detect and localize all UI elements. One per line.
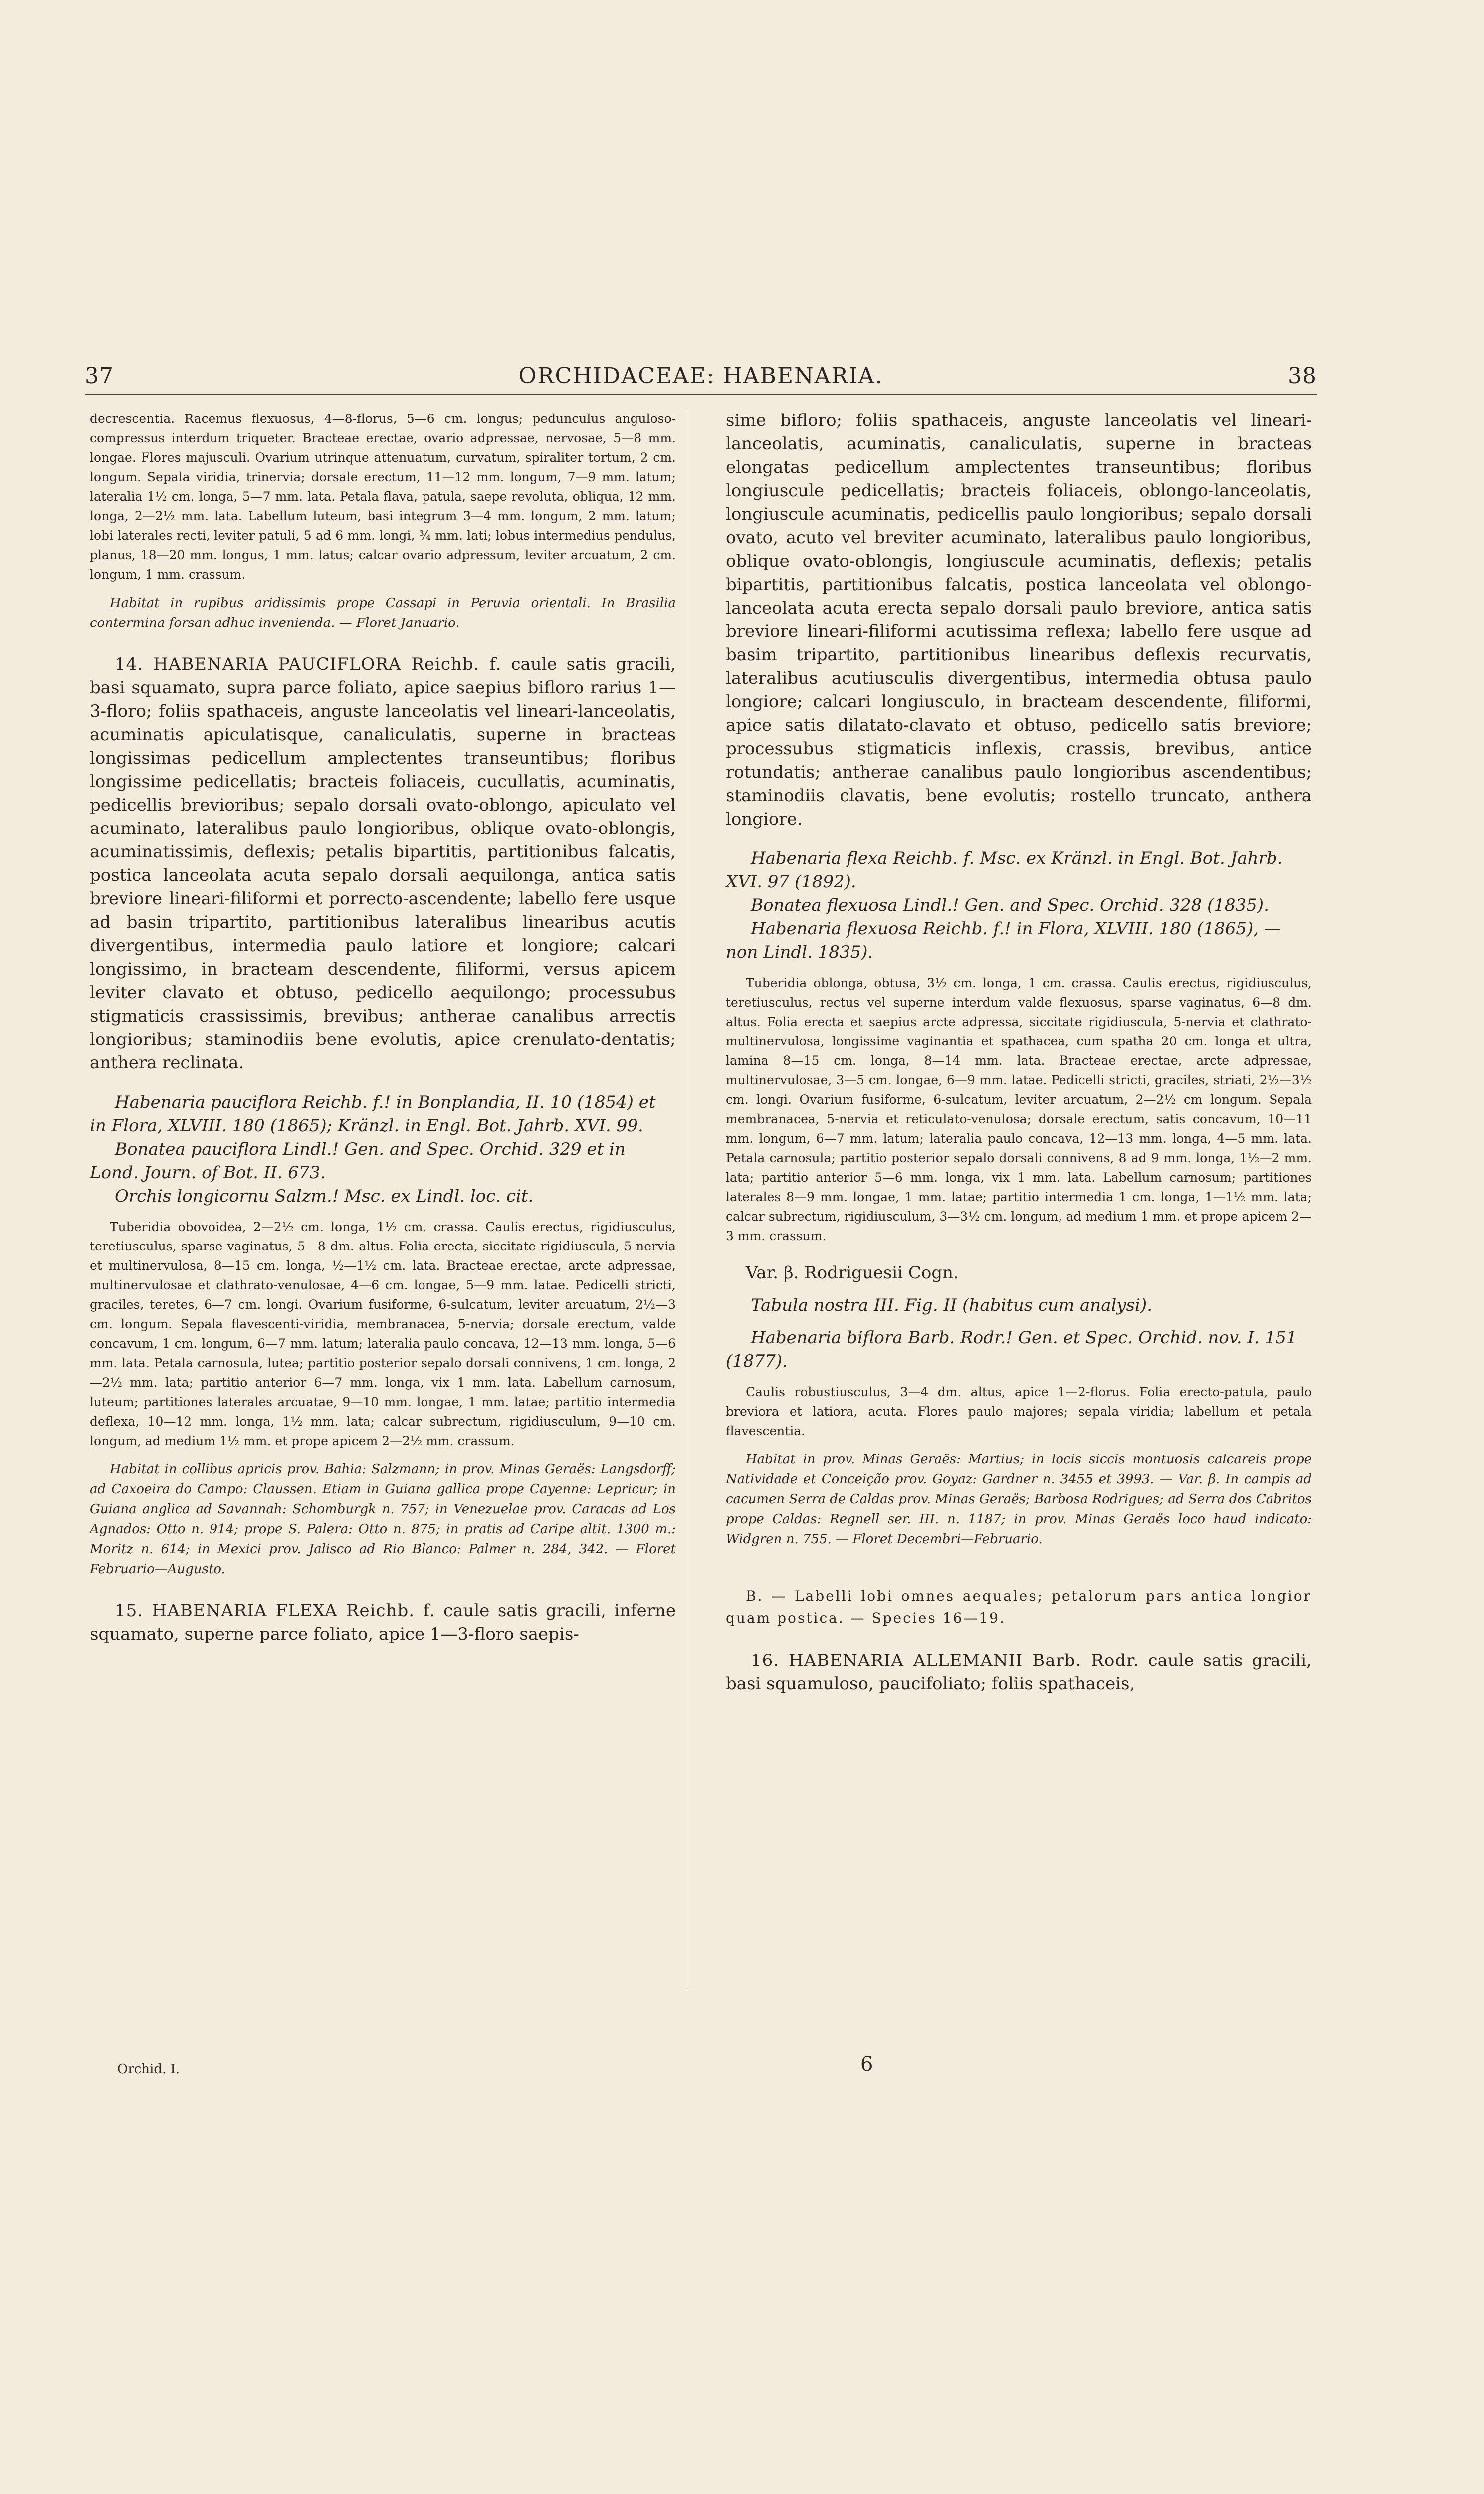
header-rule (85, 394, 1317, 395)
variety-title: Var. β. Rodriguesii Cogn. (746, 1263, 959, 1283)
habitat-paragraph: Habitat in prov. Minas Geraës: Martius; in locis siccis montuosis calcareis prope Natividade et Conceição prov. Goyaz: Gardner n. 3455 et 3993. — Var. β. In campis ad cacumen Serra de Caldas prov. Minas Geraës; Barbosa Rodrigues; ad Serra dos Cabritos prope Caldas: Regnell ser. III. n. 1187; in prov. Minas Geraës loco haud indicato: Widgren n. 755. — Floret Decembri—Februario. (726, 1452, 1312, 1547)
group-b-key: B. — Labelli lobi omnes aequales; petalorum pars antica longior quam postica. — Species 16—19. (726, 1588, 1312, 1626)
header-title: ORCHIDACEAE: HABENARIA. (518, 363, 883, 389)
species-14-diagnosis: caule satis gracili, basi squamato, supra parce foliato, apice saepius bifloro rarius 1—3-floro; foliis spathaceis, anguste lanceolatis vel lineari-lanceolatis, acuminatis apiculatisque, canaliculatis, superne in bracteas longissimas pedicellum amplectentes transeuntibus; floribus longissime pedicellatis; bracteis foliaceis, cucullatis, acuminatis, pedicellis brevioribus; sepalo dorsali ovato-oblongo, apiculato vel acuminato, lateralibus paulo longioribus, oblique ovato-oblongis, acuminatissimis, deflexis; petalis bipartitis, partitionibus falcatis, postica lanceolata acuta sepalo dorsali aequilonga, antica satis breviore lineari-filiformi et porrecto-ascendente; labello fere usque ad basin tripartito, partitionibus lateralibus linearibus acutis divergentibus, intermedia paulo latiore et longiore; calcari longissimo, in bracteam descendente, filiformi, versus apicem leviter clavato et obtuso, pedicello aequilongo; processubus stigmaticis crassissimis, brevibus; antherae canalibus arrectis longioribus; staminodiis bene evolutis, apice crenulato-dentatis; anthera reclinata. (90, 654, 676, 1073)
synonym: Habenaria flexuosa Reichb. f.! in Flora, XLVIII. 180 (1865), — non Lindl. 1835). (726, 919, 1281, 962)
habitat-paragraph: Habitat in collibus apricis prov. Bahia: Salzmann; in prov. Minas Geraës: Langsdorff; ad Caxoeira do Campo: Claussen. Etiam in Guiana gallica prope Cayenne: Lepricur; in Guiana anglica ad Savannah: Schomburgk n. 757; in Venezuelae prov. Caracas ad Los Agnados: Otto n. 914; prope S. Palera: Otto n. 875; in pratis ad Caripe altit. 1300 m.: Moritz n. 614; in Mexici prov. Jalisco ad Rio Blanco: Palmer n. 284, 342. — Floret Februario—Augusto. (90, 1462, 676, 1577)
species-16-title: 16. HABENARIA ALLEMANII Barb. Rodr. (751, 1651, 1139, 1670)
running-header (85, 358, 1317, 393)
species-15-title: 15. HABENARIA FLEXA Reichb. f. (115, 1601, 435, 1621)
page-number-right: 38 (1288, 363, 1317, 389)
species-15-diagnosis-cont: sime bifloro; foliis spathaceis, anguste lanceolatis vel lineari-lanceolatis, acuminatis, canaliculatis, superne in bracteas elongatas pedicellum amplectentes transeuntibus; floribus longiuscule pedicellatis; bracteis foliaceis, oblongo-lanceolatis, longiuscule acuminatis, pedicellis paulo longioribus; sepalo dorsali ovato, acuto vel breviter acuminato, lateralibus paulo longioribus, oblique ovato-oblongis, longiuscule acuminatis, deflexis; petalis bipartitis, partitionibus falcatis, postica lanceolata vel oblongo-lanceolata acuta erecta sepalo dorsali paulo breviore, antica satis breviore lineari-filiformi acutissima reflexa; labello fere usque ad basim tripartito, partitionibus linearibus deflexis recurvatis, lateralibus acutiusculis divergentibus, intermedia obtusa paulo longiore; calcari longiusculo, in bracteam descendente, filiformi, apice satis dilatato-clavato et obtuso, pedicello satis breviore; processubus stigmaticis inflexis, crassis, brevibus, antice rotundatis; antherae canalibus paulo longioribus ascendentibus; staminodiis clavatis, bene evolutis; rostello truncato, anthera longiore. (726, 411, 1312, 829)
synonym: Habenaria pauciflora Reichb. f.! in Bonplandia, II. 10 (1854) et in Flora, XLVIII. 180 (1865); Kränzl. in Engl. Bot. Jahrb. XVI. 99. (90, 1092, 656, 1136)
species-15-entry (90, 1599, 676, 1646)
page-number-left: 37 (85, 363, 114, 389)
signature-mark: Orchid. I. (117, 2062, 180, 2077)
species-14-title: 14. HABENARIA PAUCIFLORA Reichb. f. (115, 654, 502, 674)
synonym: Orchis longicornu Salzm.! Msc. ex Lindl. loc. cit. (115, 1186, 534, 1206)
habitat-paragraph: Habitat in rupibus aridissimis prope Cassapi in Peruvia orientali. In Brasilia contermina forsan adhuc invenienda. — Floret Januario. (90, 596, 676, 630)
right-column (726, 409, 1312, 1696)
species-16-entry (726, 1649, 1312, 1696)
species-14-description: Tuberidia obovoidea, 2—2½ cm. longa, 1½ cm. crassa. Caulis erectus, rigidiusculus, teretiusculus, sparse vaginatus, 5—8 dm. altus. Folia erecta, siccitate rigidiuscula, 5-nervia et multinervulosa, 8—15 cm. longa, ½—1½ cm. lata. Bracteae erectae, arcte adpressae, multinervulosae et clathrato-venulosae, 4—6 cm. longae, 5—9 mm. latae. Pedicelli stricti, graciles, teretes, 6—7 cm. longi. Ovarium fusiforme, 6-sulcatum, leviter arcuatum, 2½—3 cm. longum. Sepala flavescenti-viridia, membranacea, 5-nervia; dorsale erectum, valde concavum, 1 cm. longum, 6—7 mm. latum; lateralia paulo concava, 12—13 mm. longa, 5—6 mm. lata. Petala carnosula, lutea; partitio posterior sepalo dorsali connivens, 1 cm. longa, 2—2½ mm. lata; partitio anterior 6—7 mm. longa, vix 1 mm. lata. Labellum carnosum, luteum; partitiones laterales arcuatae, 9—10 mm. longae, 1 mm. latae; partitio intermedia deflexa, 10—12 mm. longa, 1½ mm. lata; calcar subrectum, rigidiusculum, 9—10 cm. longum, ad medium 1½ mm. et prope apicem 2—2½ mm. crassum. (90, 1220, 676, 1448)
signature-number: 6 (860, 2053, 873, 2076)
synonym: Habenaria biflora Barb. Rodr.! Gen. et Spec. Orchid. nov. I. 151 (1877). (726, 1328, 1297, 1371)
species-14-entry (90, 653, 676, 1075)
synonym: Habenaria flexa Reichb. f. Msc. ex Kränzl. in Engl. Bot. Jahrb. XVI. 97 (1892). (726, 848, 1283, 892)
plate-reference: Tabula nostra III. Fig. II (habitus cum analysi). (751, 1295, 1152, 1315)
continued-description: decrescentia. Racemus flexuosus, 4—8-florus, 5—6 cm. longus; pedunculus anguloso-compressus interdum triqueter. Bracteae erectae, ovario adpressae, nervosae, 5—8 mm. longae. Flores majusculi. Ovarium utrinque attenuatum, curvatum, spiraliter tortum, 2 cm. longum. Sepala viridia, trinervia; dorsale erectum, 11—12 mm. longum, 7—9 mm. latum; lateralia 1½ cm. longa, 5—7 mm. lata. Petala flava, patula, saepe revoluta, obliqua, 12 mm. longa, 2—2½ mm. lata. Labellum luteum, basi integrum 3—4 mm. longum, 2 mm. latum; lobi laterales recti, leviter patuli, 5 ad 6 mm. longi, ¾ mm. lati; lobus intermedius pendulus, planus, 18—20 mm. longus, 1 mm. latus; calcar ovario adpressum, leviter arcuatum, 2 cm. longum, 1 mm. crassum. (90, 412, 676, 582)
species-15-diagnosis: caule satis gracili, inferne squamato, superne parce foliato, apice 1—3-floro saepis- (90, 1601, 676, 1644)
species-16-diagnosis: caule satis gracili, basi squamuloso, paucifoliato; foliis spathaceis, (726, 1651, 1312, 1694)
synonym: Bonatea flexuosa Lindl.! Gen. and Spec. Orchid. 328 (1835). (751, 895, 1269, 915)
variety-description: Caulis robustiusculus, 3—4 dm. altus, apice 1—2-florus. Folia erecto-patula, paulo breviora et latiora, acuta. Flores paulo majores; sepala viridia; labellum et petala flavescentia. (726, 1385, 1312, 1438)
synonym: Bonatea pauciflora Lindl.! Gen. and Spec. Orchid. 329 et in Lond. Journ. of Bot. II. 673. (90, 1139, 626, 1183)
species-15-description: Tuberidia oblonga, obtusa, 3½ cm. longa, 1 cm. crassa. Caulis erectus, rigidiusculus, teretiusculus, rectus vel superne interdum valde flexuosus, sparse vaginatus, 6—8 dm. altus. Folia erecta et saepius arcte adpressa, siccitate rigidiuscula, 5-nervia et clathrato-multinervulosa, longissime vaginantia et spathacea, cum spatha 20 cm. longa et ultra, lamina 8—15 cm. longa, 8—14 mm. lata. Bracteae erectae, arcte adpressae, multinervulosae, 3—5 cm. longae, 6—9 mm. latae. Pedicelli stricti, graciles, striati, 2½—3½ cm. longi. Ovarium fusiforme, 6-sulcatum, leviter arcuatum, 2—2½ cm longum. Sepala membranacea, 5-nervia et reticulato-venulosa; dorsale erectum, satis concavum, 10—11 mm. longum, 6—7 mm. latum; lateralia paulo concava, 12—13 mm. longa, 4—5 mm. lata. Petala carnosula; partitio posterior sepalo dorsali connivens, 8 ad 9 mm. longa, 1½—2 mm. lata; partitio anterior 5—6 mm. longa, vix 1 mm. lata. Labellum carnosum; partitiones laterales 8—9 mm. longae, 1 mm. latae; partitio intermedia 1 cm. longa, 1—1½ mm. lata; calcar subrectum, rigidiusculum, 3—3½ cm. longum, ad medium 1 mm. et prope apicem 2—3 mm. crassum. (726, 976, 1312, 1243)
left-column (90, 409, 676, 1646)
